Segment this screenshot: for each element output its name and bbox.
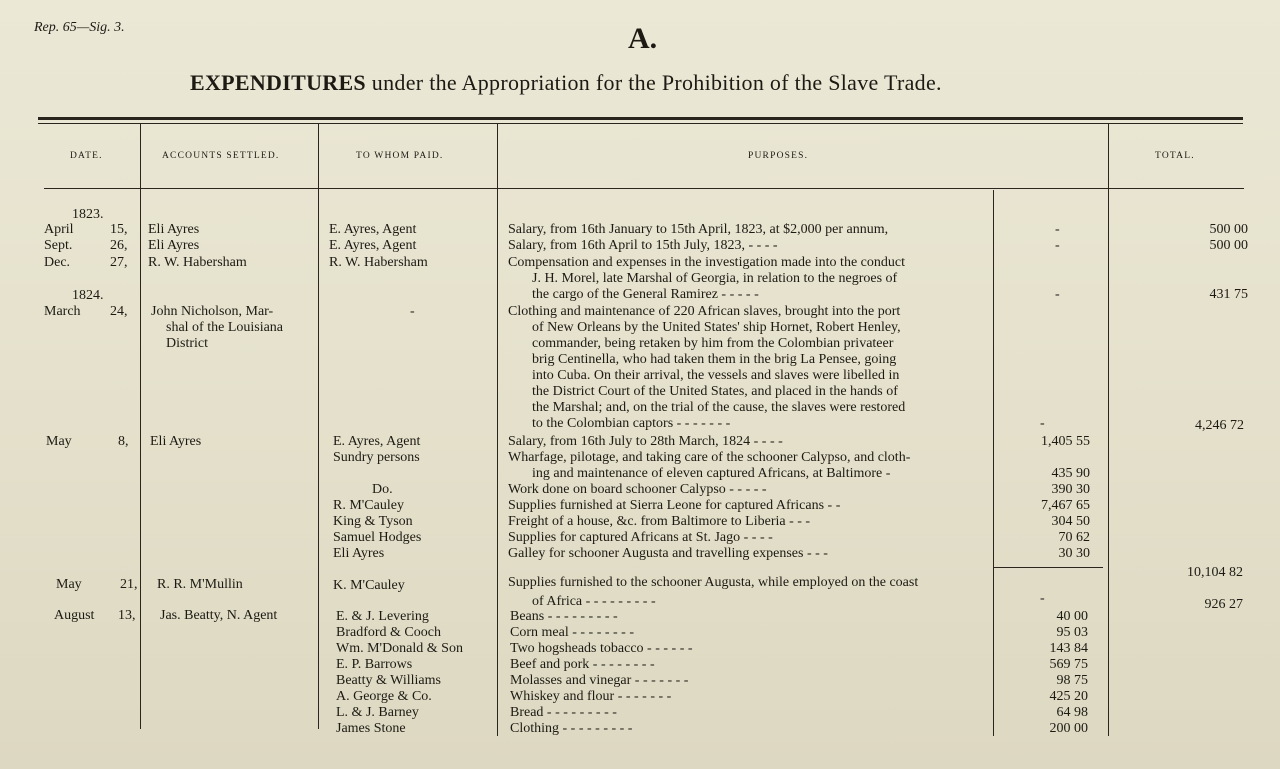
row6-purpose-line2: of Africa - - - - - - - - - bbox=[532, 594, 656, 609]
row5b-purpose-line2: ing and maintenance of eleven captured Africans, at Baltimore - bbox=[532, 466, 891, 481]
row3-purpose-line2: J. H. Morel, late Marshal of Georgia, in relation to the negroes of bbox=[532, 271, 898, 286]
row6-purpose-line1: Supplies furnished to the schooner Augusta, while employed on the coast bbox=[508, 575, 919, 590]
row2-total: 500 00 bbox=[1209, 238, 1248, 253]
row7b-purpose: Corn meal - - - - - - - - bbox=[510, 625, 635, 640]
row2-month: Sept. bbox=[44, 238, 73, 253]
row7g-payee: L. & J. Barney bbox=[336, 705, 419, 720]
row4-purpose-line5: into Cuba. On their arrival, the vessels and slaves were libelled in bbox=[532, 368, 900, 383]
row4-month: March bbox=[44, 304, 81, 319]
row7-account: Jas. Beatty, N. Agent bbox=[160, 608, 278, 623]
row5f-purpose: Supplies for captured Africans at St. Jago - - - - bbox=[508, 530, 773, 545]
row7h-payee: James Stone bbox=[336, 721, 406, 736]
row4-day: 24, bbox=[110, 304, 128, 319]
row4-purpose-line4: brig Centinella, who had taken them in the brig La Pensee, going bbox=[532, 352, 897, 367]
row1-purpose: Salary, from 16th January to 15th April, 1823, at $2,000 per annum, bbox=[508, 222, 889, 237]
row4-total: 4,246 72 bbox=[1195, 418, 1244, 433]
row5g-purpose: Galley for schooner Augusta and travelling expenses - - - bbox=[508, 546, 828, 561]
row4-payee: - bbox=[410, 304, 415, 319]
row6-month: May bbox=[56, 577, 82, 592]
row7f-payee: A. George & Co. bbox=[336, 689, 432, 704]
row3-purpose-line1: Compensation and expenses in the investigation made into the conduct bbox=[508, 255, 905, 270]
row6-payee: K. M'Cauley bbox=[333, 578, 405, 593]
row4-account-line1: John Nicholson, Mar- bbox=[151, 304, 274, 319]
row5a-purpose: Salary, from 16th July to 28th March, 1824 - - - - bbox=[508, 434, 783, 449]
divider-accounts bbox=[318, 124, 319, 729]
report-reference: Rep. 65—Sig. 3. bbox=[34, 20, 125, 35]
row1-account: Eli Ayres bbox=[148, 222, 200, 237]
year-1824: 1824. bbox=[72, 288, 104, 303]
header-rule bbox=[44, 188, 1244, 189]
row5g-amount: 30 30 bbox=[1058, 546, 1090, 561]
row1-day: 15, bbox=[110, 222, 128, 237]
divider-amount bbox=[1108, 124, 1109, 736]
row4-purpose-line7: the Marshal; and, on the trial of the cause, the slaves were restored bbox=[532, 400, 906, 415]
row5e-purpose: Freight of a house, &c. from Baltimore to Liberia - - - bbox=[508, 514, 811, 529]
row5d-amount: 7,467 65 bbox=[1041, 498, 1090, 513]
row4-purpose-line1: Clothing and maintenance of 220 African slaves, brought into the port bbox=[508, 304, 901, 319]
row7-month: August bbox=[54, 608, 95, 623]
year-1823: 1823. bbox=[72, 207, 104, 222]
row4-account-line2: shal of the Louisiana bbox=[166, 320, 284, 335]
row6-subtotal: - bbox=[1040, 591, 1045, 606]
row4-purpose-line6: the District Court of the United States, and placed in the hands of bbox=[532, 384, 898, 399]
row7c-payee: Wm. M'Donald & Son bbox=[336, 641, 463, 656]
row5c-amount: 390 30 bbox=[1051, 482, 1090, 497]
row7a-payee: E. & J. Levering bbox=[336, 609, 429, 624]
row1-subtotal: - bbox=[1055, 222, 1060, 237]
row5b-amount: 435 90 bbox=[1051, 466, 1090, 481]
row5e-amount: 304 50 bbox=[1051, 514, 1090, 529]
row5b-purpose-line1: Wharfage, pilotage, and taking care of the schooner Calypso, and cloth- bbox=[508, 450, 911, 465]
row6-day: 21, bbox=[120, 577, 138, 592]
row5c-purpose: Work done on board schooner Calypso - - - - - bbox=[508, 482, 767, 497]
divider-payee bbox=[497, 124, 498, 736]
row7c-amount: 143 84 bbox=[1049, 641, 1088, 656]
row5g-payee: Eli Ayres bbox=[333, 546, 385, 561]
row7f-amount: 425 20 bbox=[1049, 689, 1088, 704]
row2-subtotal: - bbox=[1055, 238, 1060, 253]
row7h-amount: 200 00 bbox=[1049, 721, 1088, 736]
header-purposes: PURPOSES. bbox=[748, 151, 809, 161]
row4-account-line3: District bbox=[166, 336, 208, 351]
row7d-payee: E. P. Barrows bbox=[336, 657, 413, 672]
row3-purpose-line3: the cargo of the General Ramirez - - - - - bbox=[532, 287, 759, 302]
row5f-amount: 70 62 bbox=[1058, 530, 1090, 545]
row1-payee: E. Ayres, Agent bbox=[329, 222, 417, 237]
row2-payee: E. Ayres, Agent bbox=[329, 238, 417, 253]
row5b-payee: Sundry persons bbox=[333, 450, 420, 465]
title-rest: under the Appropriation for the Prohibition of the Slave Trade. bbox=[371, 70, 942, 95]
header-to-whom: TO WHOM PAID. bbox=[356, 151, 444, 161]
page-title bbox=[190, 70, 942, 96]
row4-purpose-line8: to the Colombian captors - - - - - - - bbox=[532, 416, 731, 431]
title-caps: EXPENDITURES bbox=[190, 70, 366, 95]
row7h-purpose: Clothing - - - - - - - - - bbox=[510, 721, 633, 736]
row2-day: 26, bbox=[110, 238, 128, 253]
row3-total: 431 75 bbox=[1209, 287, 1248, 302]
row5e-payee: King & Tyson bbox=[333, 514, 413, 529]
divider-date bbox=[140, 124, 141, 729]
row7c-purpose: Two hogsheads tobacco - - - - - - bbox=[510, 641, 693, 656]
row7b-amount: 95 03 bbox=[1056, 625, 1088, 640]
row6-account: R. R. M'Mullin bbox=[157, 577, 243, 592]
header-accounts: ACCOUNTS SETTLED. bbox=[162, 151, 280, 161]
top-rule-thick bbox=[38, 117, 1243, 120]
header-total: TOTAL. bbox=[1155, 151, 1195, 161]
row5-account: Eli Ayres bbox=[150, 434, 202, 449]
row7a-purpose: Beans - - - - - - - - - bbox=[510, 609, 618, 624]
row4-purpose-line2: of New Orleans by the United States' ship Hornet, Robert Henley, bbox=[532, 320, 901, 335]
row7d-purpose: Beef and pork - - - - - - - - bbox=[510, 657, 655, 672]
top-rule-thin bbox=[38, 123, 1243, 124]
appendix-letter: A. bbox=[628, 22, 658, 55]
row5c-payee: Do. bbox=[372, 482, 393, 497]
row5a-payee: E. Ayres, Agent bbox=[333, 434, 421, 449]
row7f-purpose: Whiskey and flour - - - - - - - bbox=[510, 689, 672, 704]
row7e-payee: Beatty & Williams bbox=[336, 673, 441, 688]
row3-account: R. W. Habersham bbox=[148, 255, 247, 270]
row5-day: 8, bbox=[118, 434, 129, 449]
row5d-purpose: Supplies furnished at Sierra Leone for captured Africans - - bbox=[508, 498, 841, 513]
row5a-amount: 1,405 55 bbox=[1041, 434, 1090, 449]
row6-total: 926 27 bbox=[1204, 597, 1243, 612]
row7e-purpose: Molasses and vinegar - - - - - - - bbox=[510, 673, 689, 688]
row7g-amount: 64 98 bbox=[1056, 705, 1088, 720]
row7g-purpose: Bread - - - - - - - - - bbox=[510, 705, 617, 720]
row3-subtotal: - bbox=[1055, 287, 1060, 302]
row3-payee: R. W. Habersham bbox=[329, 255, 428, 270]
row7b-payee: Bradford & Cooch bbox=[336, 625, 441, 640]
row7d-amount: 569 75 bbox=[1049, 657, 1088, 672]
row7a-amount: 40 00 bbox=[1056, 609, 1088, 624]
header-date: DATE. bbox=[70, 151, 103, 161]
row1-total: 500 00 bbox=[1209, 222, 1248, 237]
row5f-payee: Samuel Hodges bbox=[333, 530, 422, 545]
row7e-amount: 98 75 bbox=[1056, 673, 1088, 688]
row5-month: May bbox=[46, 434, 72, 449]
row4-purpose-line3: commander, being retaken by him from the Colombian privateer bbox=[532, 336, 894, 351]
row7-day: 13, bbox=[118, 608, 136, 623]
row3-day: 27, bbox=[110, 255, 128, 270]
row5d-payee: R. M'Cauley bbox=[333, 498, 404, 513]
row4-subtotal: - bbox=[1040, 416, 1045, 431]
divider-purposes bbox=[993, 190, 994, 736]
subtotal-rule bbox=[993, 567, 1103, 568]
row3-month: Dec. bbox=[44, 255, 71, 270]
row2-purpose: Salary, from 16th April to 15th July, 1823, - - - - bbox=[508, 238, 778, 253]
row5-total: 10,104 82 bbox=[1187, 565, 1243, 580]
row2-account: Eli Ayres bbox=[148, 238, 200, 253]
row1-month: April bbox=[44, 222, 74, 237]
